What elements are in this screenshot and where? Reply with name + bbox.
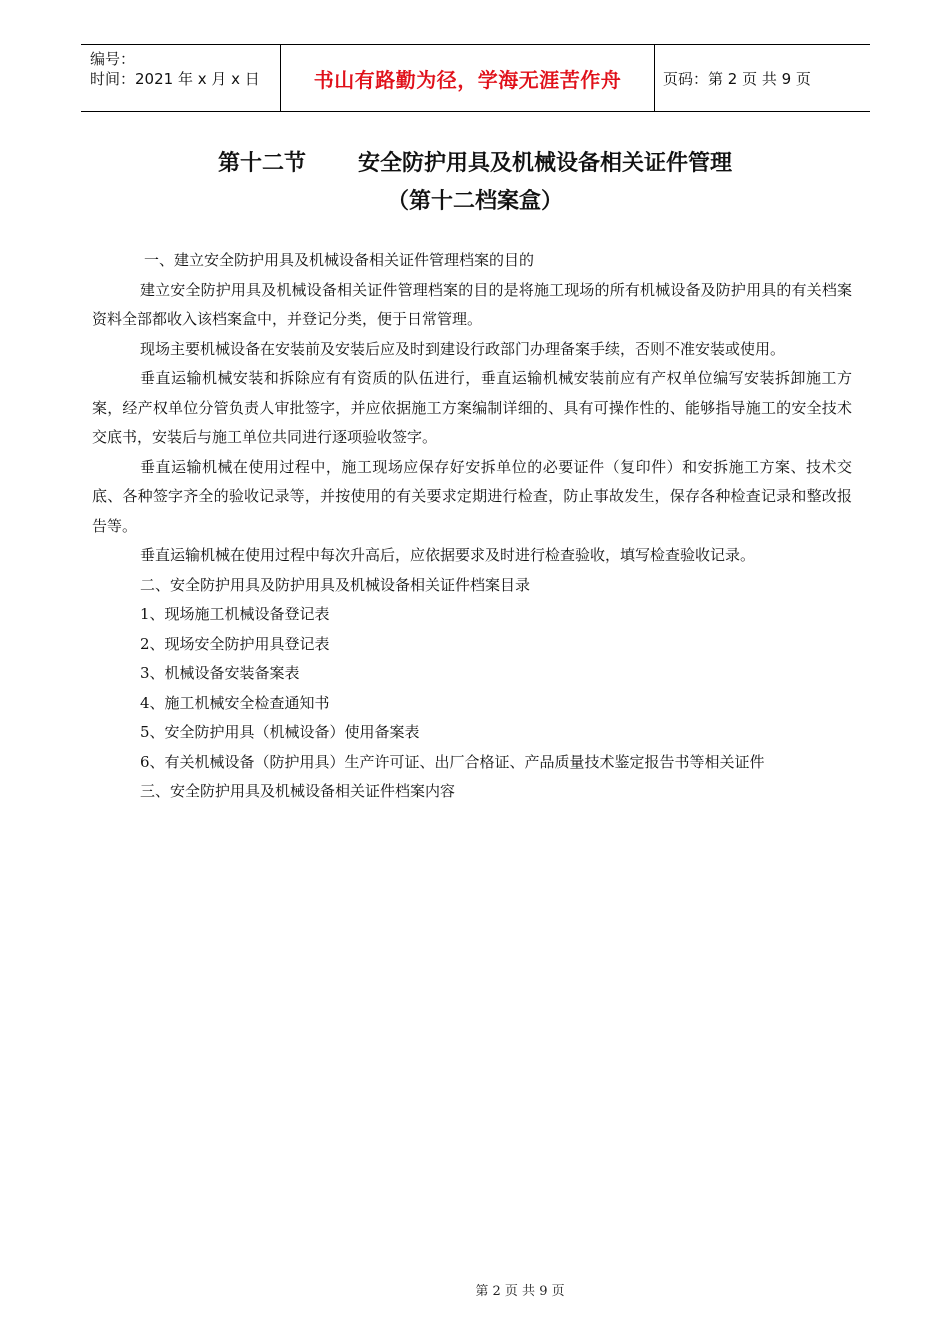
list-item: 6、有关机械设备（防护用具）生产许可证、出厂合格证、产品质量技术鉴定报告书等相关证件 xyxy=(140,752,765,771)
list-item: 2、现场安全防护用具登记表 xyxy=(140,634,330,653)
header-meta-cell xyxy=(81,45,281,111)
list-item: 3、机械设备安装备案表 xyxy=(140,664,300,682)
document-body xyxy=(92,246,852,807)
heading-purpose: 一、建立安全防护用具及机械设备相关证件管理档案的目的 xyxy=(144,251,535,269)
header-motto-cell xyxy=(281,45,655,111)
header-table xyxy=(81,44,870,112)
paragraph: 垂直运输机械在使用过程中每次升高后，应依据要求及时进行检查验收，填写检查验收记录。 xyxy=(140,546,756,564)
section-number: 第十二节 xyxy=(217,151,306,176)
heading-catalog: 二、安全防护用具及防护用具及机械设备相关证件档案目录 xyxy=(140,575,531,594)
list-item: 4、施工机械安全检查通知书 xyxy=(140,693,330,712)
page-title xyxy=(0,146,950,177)
page-subtitle: （第十二档案盒） xyxy=(386,189,563,214)
paragraph: 垂直运输机械安装和拆除应有有资质的队伍进行，垂直运输机械安装前应有产权单位编写安装拆卸施工方案，经产权单位分管负责人审批签字，并应依据施工方案编制详细的、具有可操作性的、能够指导施工的安全技术交底书，安装后与施工单位共同进行逐项验收签字。 xyxy=(92,369,852,446)
heading-contents: 三、安全防护用具及机械设备相关证件档案内容 xyxy=(140,782,456,800)
list-item: 5、安全防护用具（机械设备）使用备案表 xyxy=(140,723,420,741)
page-footer: 第 2 页 共 9 页 xyxy=(475,1284,565,1299)
header-page-label: 页码：第 2 页 共 9 页 xyxy=(663,69,811,88)
header-page-cell xyxy=(655,45,870,111)
paragraph: 现场主要机械设备在安装前及安装后应及时到建设行政部门办理备案手续，否则不准安装或使用。 xyxy=(140,339,786,358)
list-item: 1、现场施工机械设备登记表 xyxy=(140,605,330,623)
paragraph: 垂直运输机械在使用过程中，施工现场应保存好安拆单位的必要证件（复印件）和安拆施工方案、技术交底、各种签字齐全的验收记录等，并按使用的有关要求定期进行检查，防止事故发生，保存各种检查记录和整改报告等。 xyxy=(92,457,852,535)
document-number-label: 编号： xyxy=(90,50,136,68)
section-name: 安全防护用具及机械设备相关证件管理 xyxy=(358,151,733,176)
document-time-label: 时间：2021 年 x 月 x 日 xyxy=(90,70,260,88)
header-motto: 书山有路勤为径，学海无涯苦作舟 xyxy=(313,67,622,92)
paragraph: 建立安全防护用具及机械设备相关证件管理档案的目的是将施工现场的所有机械设备及防护用具的有关档案资料全部都收入该档案盒中，并登记分类，便于日常管理。 xyxy=(92,280,852,328)
